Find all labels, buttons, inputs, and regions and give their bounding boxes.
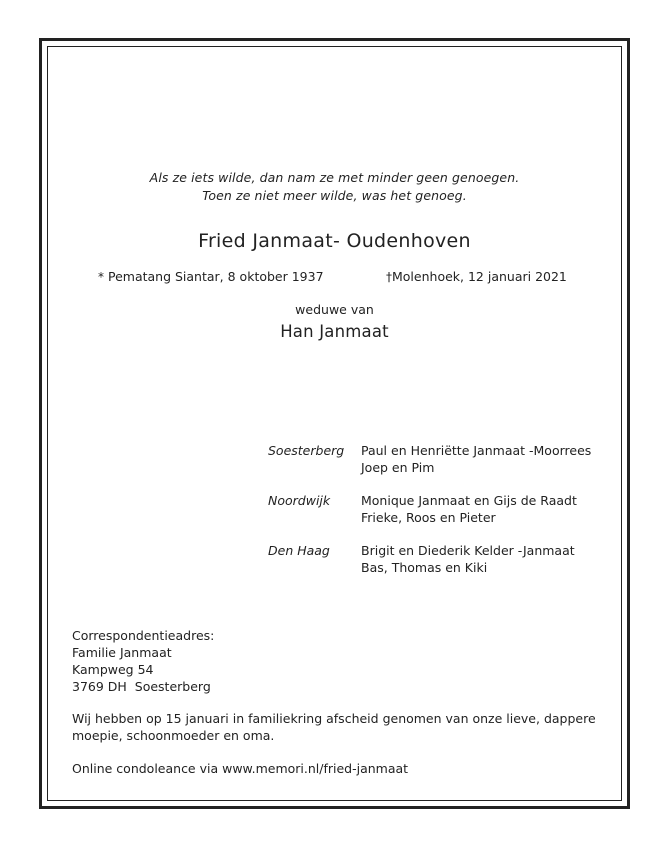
poem-line-2: Toen ze niet meer wilde, was het genoeg. (202, 188, 467, 203)
death-cross-icon: † (386, 270, 392, 284)
family-names-2: Monique Janmaat en Gijs de Raadt (361, 493, 577, 508)
family-children-2: Frieke, Roos en Pieter (361, 510, 496, 525)
birth-star-icon: * (98, 270, 104, 284)
family-entry-2 (361, 492, 577, 526)
birth-info (98, 269, 324, 284)
correspondence-line-3: 3769 DH Soesterberg (72, 679, 211, 694)
condolence-text: Online condoleance via www.memori.nl/fried-janmaat (72, 761, 409, 776)
family-names-1: Paul en Henriëtte Janmaat -Moorrees (361, 443, 592, 458)
correspondence-heading: Correspondentieadres: (72, 628, 215, 643)
correspondence-address (72, 627, 214, 695)
family-place-1: Soesterberg (268, 443, 345, 458)
farewell-line-1: Wij hebben op 15 januari in familiekring afscheid genomen van onze lieve, dappere (72, 711, 596, 726)
family-entry-1 (361, 442, 591, 476)
farewell-text (72, 710, 596, 744)
spouse-name: Han Janmaat (280, 322, 389, 341)
farewell-line-2: moepie, schoonmoeder en oma. (72, 728, 275, 743)
death-info (386, 269, 567, 284)
correspondence-line-1: Familie Janmaat (72, 645, 172, 660)
family-children-3: Bas, Thomas en Kiki (361, 560, 488, 575)
family-place-2: Noordwijk (268, 493, 331, 508)
deceased-name: Fried Janmaat- Oudenhoven (198, 230, 471, 252)
death-text: Molenhoek, 12 januari 2021 (392, 269, 567, 284)
birth-text: Pematang Siantar, 8 oktober 1937 (107, 269, 324, 284)
correspondence-line-2: Kampweg 54 (72, 662, 154, 677)
poem-line-1: Als ze iets wilde, dan nam ze met minder geen genoegen. (149, 170, 520, 185)
family-names-3: Brigit en Diederik Kelder -Janmaat (361, 543, 575, 558)
family-place-3: Den Haag (268, 543, 330, 558)
spouse-relation: weduwe van (295, 302, 374, 317)
family-entry-3 (361, 542, 575, 576)
family-children-1: Joep en Pim (361, 460, 435, 475)
